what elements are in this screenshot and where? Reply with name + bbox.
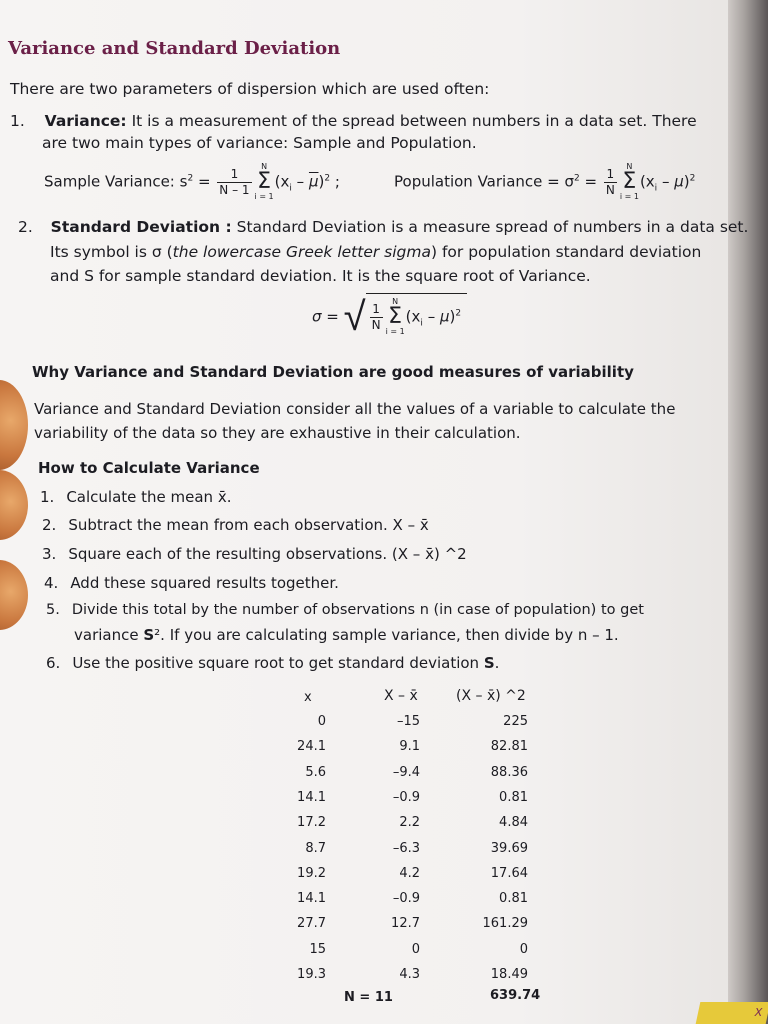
step-text: Calculate the mean x̄. (66, 488, 232, 506)
table-cell: 19.2 (297, 865, 326, 881)
sample-variance-formula: Sample Variance: $s^2$ = $\frac{1}{N - 1}$ N Σ $i = 1(x_i - \overline{\mu})^2$ ; (44, 162, 340, 201)
page-title: Variance and Standard Deviation (8, 38, 341, 59)
std-text-2a: Its symbol is σ ( (50, 243, 173, 261)
table-cell: 4.2 (399, 865, 420, 881)
corner-tab-label: X (753, 1006, 764, 1019)
table-cell: 161.29 (482, 916, 528, 932)
table-cell: 4.3 (399, 967, 420, 982)
step-text: Subtract the mean from each observation. X – x̄ (68, 516, 429, 534)
step-number: 4. (44, 574, 59, 592)
step-number: 2. (42, 516, 57, 534)
table-cell: 12.7 (391, 916, 420, 932)
table-cell: 0 (317, 714, 326, 729)
table-cell: –15 (396, 714, 420, 729)
std-text-1: Standard Deviation is a measure spread of numbers in a data set. (231, 218, 749, 236)
table-cell: –9.4 (392, 764, 420, 780)
table-cell: 17.64 (490, 865, 528, 881)
table-cell: –0.9 (392, 891, 420, 907)
table-cell: 14.1 (297, 891, 326, 907)
sigma-symbol: N Σ i = 1 (254, 162, 274, 201)
table-cell: 88.36 (490, 764, 528, 780)
table-cell: 39.69 (490, 840, 528, 856)
table-cell: 225 (503, 714, 528, 729)
why-text-1: Variance and Standard Deviation consider all the values of a variable to calculate the (34, 400, 676, 418)
table-total-sum: 639.74 (490, 988, 541, 1003)
population-formula-tail: (x (639, 172, 655, 191)
sigma-symbol: N Σ i = 1 (619, 162, 639, 201)
std-text-2b: the lowercase Greek letter sigma (172, 243, 431, 261)
table-cell: 17.2 (297, 815, 326, 831)
table-cell: 4.84 (499, 815, 528, 831)
fraction: $\frac{1}{N - 1}$ (219, 167, 250, 197)
table-cell: 9.1 (399, 739, 420, 755)
table-cell: 5.6 (305, 764, 326, 780)
variance-label: Variance: (44, 112, 127, 130)
table-cell: 27.7 (297, 916, 326, 932)
step-text: Divide this total by the number of observations n (in case of population) to get (71, 602, 644, 618)
variance-text-2: are two main types of variance: Sample and Population. (42, 134, 477, 152)
table-header-deviation: X – x̄ (384, 688, 418, 704)
population-variance-formula: Population Variance = $\sigma^2$ = $\frac{1}{N}$ N Σ $i = 1(x_i - \mu)^2$ (394, 162, 696, 201)
std-formula: σ = √ $\frac{1}{N}$ N Σ $i = 1(x_i - \mu)^2$ (312, 293, 467, 340)
table-header-x: x (304, 690, 312, 705)
square-root: $\frac{1}{N}$ N Σ $i = 1(x_i - \mu)^2$ (366, 293, 468, 336)
table-cell: 14.1 (297, 789, 326, 805)
table-cell: 0 (411, 941, 420, 957)
step-number: 6. (46, 654, 61, 672)
step-text: . (494, 654, 500, 672)
std-label: Standard Deviation : (50, 218, 232, 236)
why-text-2: variability of the data so they are exhaustive in their calculation. (34, 424, 521, 442)
step-text: variance (74, 626, 144, 644)
table-total-n: N = 11 (344, 990, 393, 1005)
table-cell: –0.9 (392, 789, 420, 805)
std-text-2c: ) for population standard deviation (430, 243, 702, 261)
table-cell: 15 (309, 941, 326, 957)
step-text-bold: S (483, 654, 495, 672)
variance-number: 1. (10, 112, 25, 130)
fraction: $\frac{1}{N}$ (605, 167, 615, 197)
table-cell: 19.3 (297, 967, 326, 982)
intro-text: There are two parameters of dispersion which are used often: (10, 80, 490, 98)
variance-text-1: It is a measurement of the spread between numbers in a data set. There (126, 112, 697, 130)
table-cell: 0.81 (499, 789, 528, 805)
sample-formula-tail: (x (274, 172, 290, 191)
step-text: Square each of the resulting observations. (X – x̄) ^2 (68, 545, 467, 563)
why-heading: Why Variance and Standard Deviation are good measures of variability (32, 363, 634, 381)
table-cell: 18.49 (490, 967, 528, 982)
how-heading: How to Calculate Variance (38, 459, 260, 477)
corner-tab (696, 1002, 768, 1024)
std-text-3: and S for sample standard deviation. It is the square root of Variance. (50, 267, 591, 285)
table-cell: 2.2 (399, 815, 420, 831)
table-cell: 24.1 (297, 739, 326, 755)
step-text: ². If you are calculating sample variance, then divide by n – 1. (154, 626, 619, 644)
table-cell: 0 (519, 941, 528, 957)
step-number: 1. (40, 488, 55, 506)
step-number: 3. (42, 545, 57, 563)
population-variance-label: Population Variance = σ (394, 172, 574, 191)
step-text-bold: S (143, 626, 155, 644)
table-cell: 0.81 (499, 891, 528, 907)
table-cell: –6.3 (392, 840, 420, 856)
step-number: 5. (46, 602, 60, 618)
table-cell: 8.7 (305, 840, 326, 856)
sample-variance-label: Sample Variance: s (44, 172, 188, 191)
table-header-squared: (X – x̄) ^2 (456, 688, 526, 704)
step-text: Add these squared results together. (70, 574, 339, 592)
std-number: 2. (18, 218, 33, 236)
step-text: Use the positive square root to get standard deviation (72, 654, 484, 672)
table-cell: 82.81 (490, 739, 528, 755)
